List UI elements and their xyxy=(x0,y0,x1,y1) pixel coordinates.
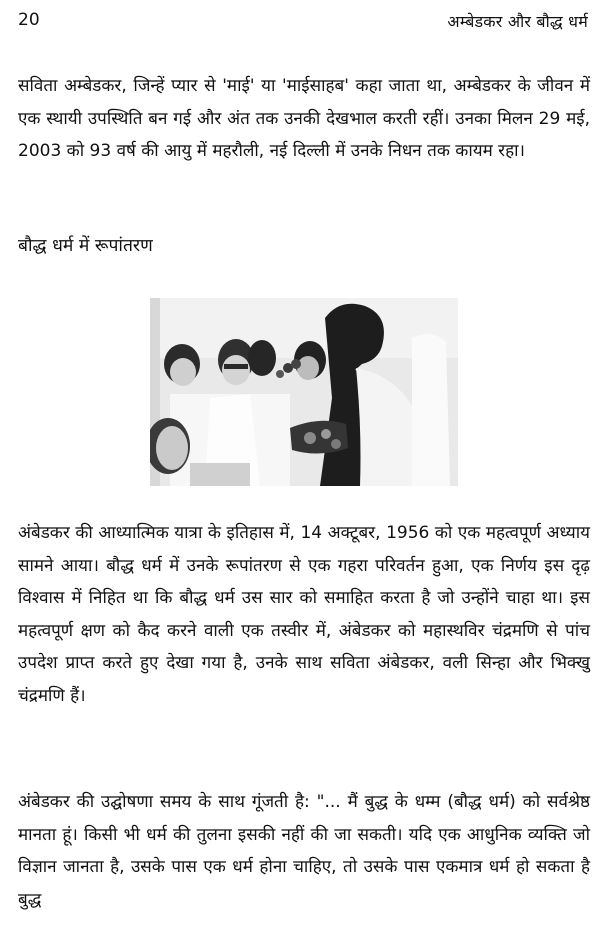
ceremony-photo-illustration xyxy=(150,298,458,486)
page-header xyxy=(0,8,600,36)
ceremony-photo xyxy=(150,298,458,486)
page-number: 20 xyxy=(18,10,40,30)
paragraph-savita: सविता अम्बेडकर, जिन्हें प्यार से 'माई' या 'माईसाहब' कहा जाता था, अम्बेडकर के जीवन में एक स्थायी उपस्थिति बन गई और अंत तक उनकी देखभाल करती रहीं। उनका मिलन 29 मई, 2003 को 93 वर्ष की आयु में महरौली, नई दिल्ली में उनके निधन तक कायम रहा। xyxy=(18,76,590,161)
paragraph-proclamation: अंबेडकर की उद्घोषणा समय के साथ गूंजती है: "... मैं बुद्ध के धम्म (बौद्ध धर्म) को सर्वश्रेष्ठ मानता हूं। किसी भी धर्म की तुलना इसकी नहीं की जा सकती। यदि एक आधुनिक व्यक्ति जो विज्ञान जानता है, उसके पास एक धर्म होना चाहिए, तो उसके पास एकमात्र धर्म हो सकता है बुद्ध xyxy=(18,792,590,910)
section-heading: बौद्ध धर्म में रूपांतरण xyxy=(18,236,153,256)
paragraph-conversion: अंबेडकर की आध्यात्मिक यात्रा के इतिहास में, 14 अक्टूबर, 1956 को एक महत्वपूर्ण अध्याय सामने आया। बौद्ध धर्म में उनके रूपांतरण से एक गहरा परिवर्तन हुआ, एक निर्णय इस दृढ़ विश्वास में निहित था कि बौद्ध धर्म उस सार को समाहित करता है जो उन्होंने चाहा था। इस महत्वपूर्ण क्षण को कैद करने वाली एक तस्वीर में, अंबेडकर को महास्थविर चंद्रमणि से पांच उपदेश प्राप्त करते हुए देखा गया है, उनके साथ सविता अंबेडकर, वली सिन्हा और भिक्खु चंद्रमणि हैं। xyxy=(18,523,590,706)
running-title: अम्बेडकर और बौद्ध धर्म xyxy=(447,12,588,31)
